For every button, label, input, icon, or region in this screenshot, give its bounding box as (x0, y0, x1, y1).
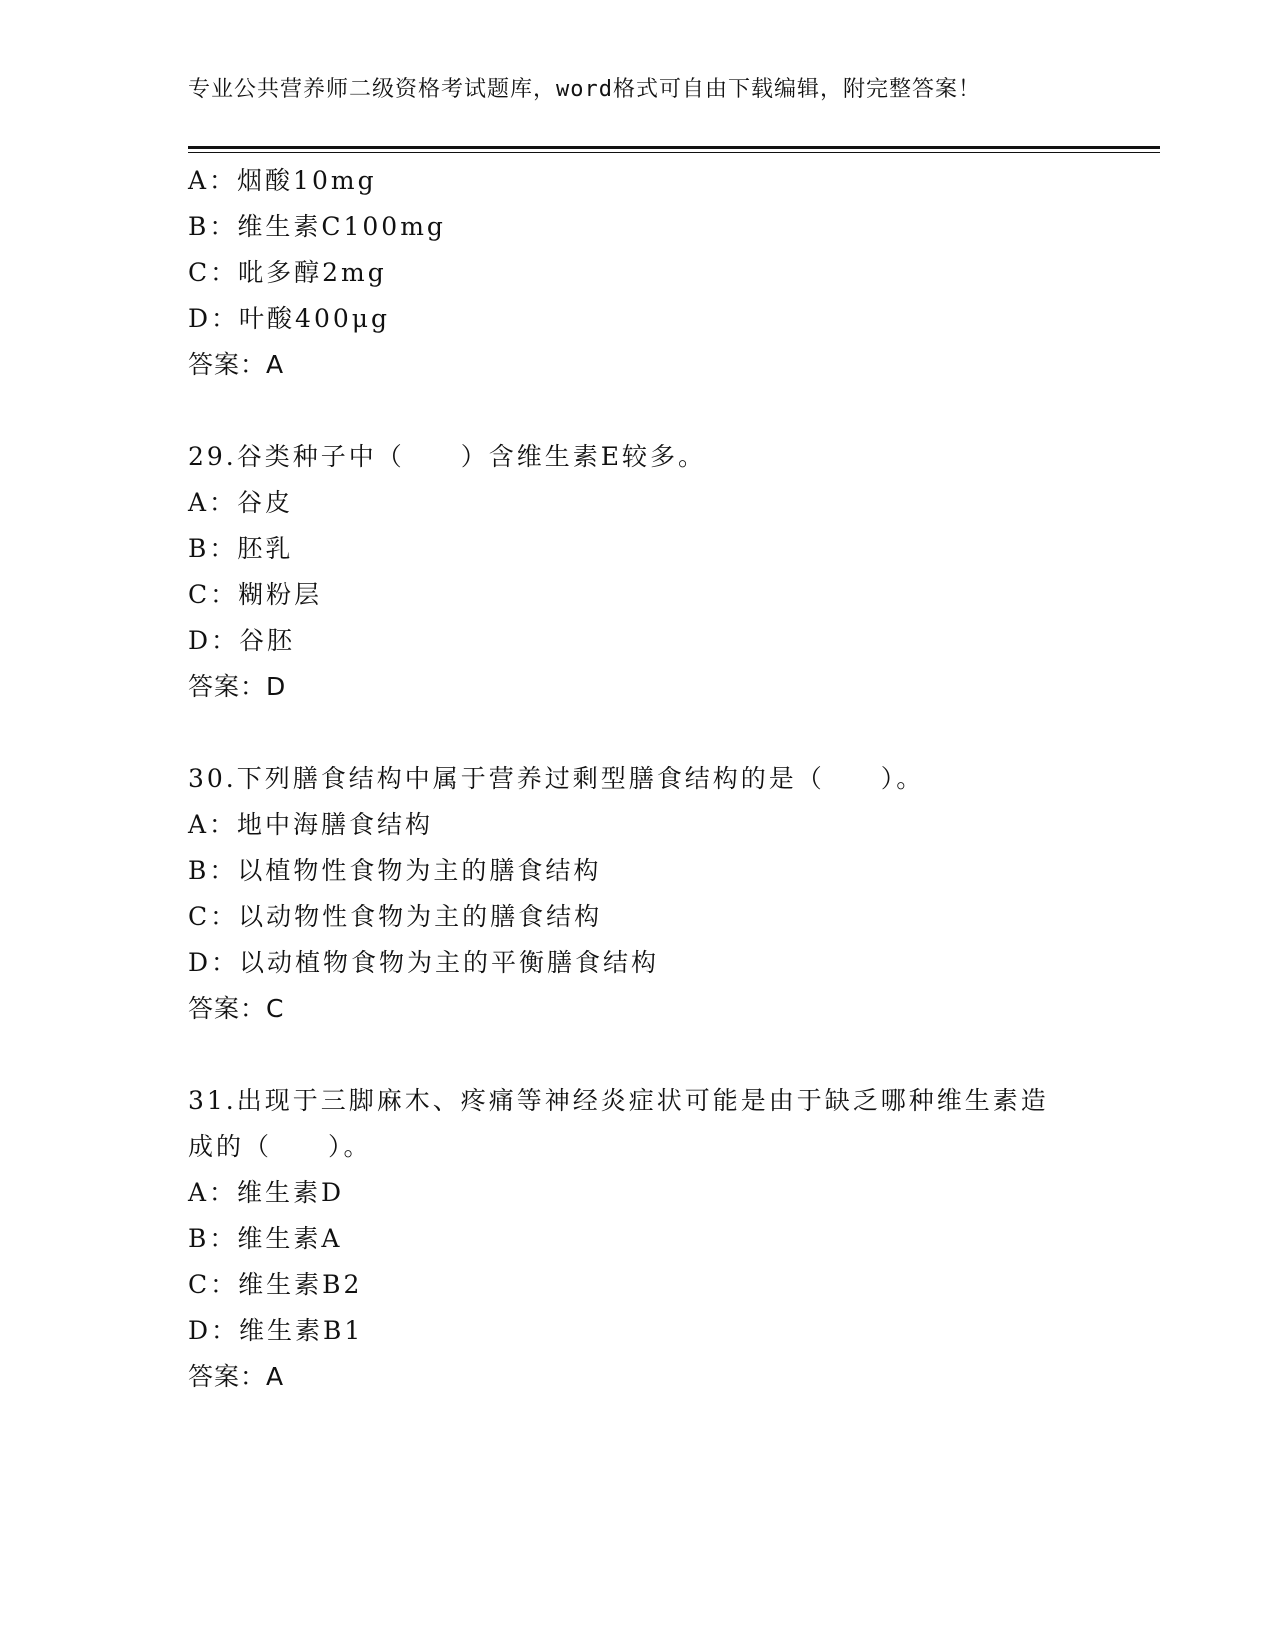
option-d: D：以动植物食物为主的平衡膳食结构 (188, 948, 660, 977)
option-a: A：地中海膳食结构 (188, 810, 434, 839)
question-text: 29.谷类种子中（ ）含维生素E较多。 (188, 442, 707, 471)
question-30 (188, 756, 1160, 1032)
option-b: B：维生素C100mg (188, 212, 446, 241)
spacer (188, 1032, 1160, 1078)
spacer (188, 710, 1160, 756)
option-c: C：维生素B2 (188, 1270, 363, 1299)
option-d: D：谷胚 (188, 626, 296, 655)
option-c: C：吡多醇2mg (188, 258, 387, 287)
answer: 答案：D (188, 672, 287, 701)
header-rule-thick (188, 146, 1160, 149)
question-28 (188, 158, 1160, 388)
question-text-line-2: 成的（ ）。 (188, 1132, 372, 1161)
spacer (188, 388, 1160, 434)
header-rule-thin (188, 152, 1160, 153)
option-a: A：谷皮 (188, 488, 294, 517)
option-b: B：以植物性食物为主的膳食结构 (188, 856, 602, 885)
question-list (188, 158, 1160, 1400)
option-a: A：烟酸10mg (188, 166, 377, 195)
question-29 (188, 434, 1160, 710)
option-d: D：叶酸400μg (188, 304, 391, 333)
option-c: C：糊粉层 (188, 580, 323, 609)
question-31 (188, 1078, 1160, 1400)
option-b: B：胚乳 (188, 534, 294, 563)
question-text-line-1: 31.出现于三脚麻木、疼痛等神经炎症状可能是由于缺乏哪种维生素造 (188, 1086, 1049, 1115)
question-text: 30.下列膳食结构中属于营养过剩型膳食结构的是（ ）。 (188, 764, 925, 793)
option-d: D：维生素B1 (188, 1316, 364, 1345)
option-c: C：以动物性食物为主的膳食结构 (188, 902, 603, 931)
answer: 答案：A (188, 350, 285, 379)
answer: 答案：A (188, 1362, 285, 1391)
option-b: B：维生素A (188, 1224, 343, 1253)
answer: 答案：C (188, 994, 285, 1023)
option-a: A：维生素D (188, 1178, 345, 1207)
page-header: 专业公共营养师二级资格考试题库，word格式可自由下载编辑，附完整答案！ (188, 77, 981, 102)
